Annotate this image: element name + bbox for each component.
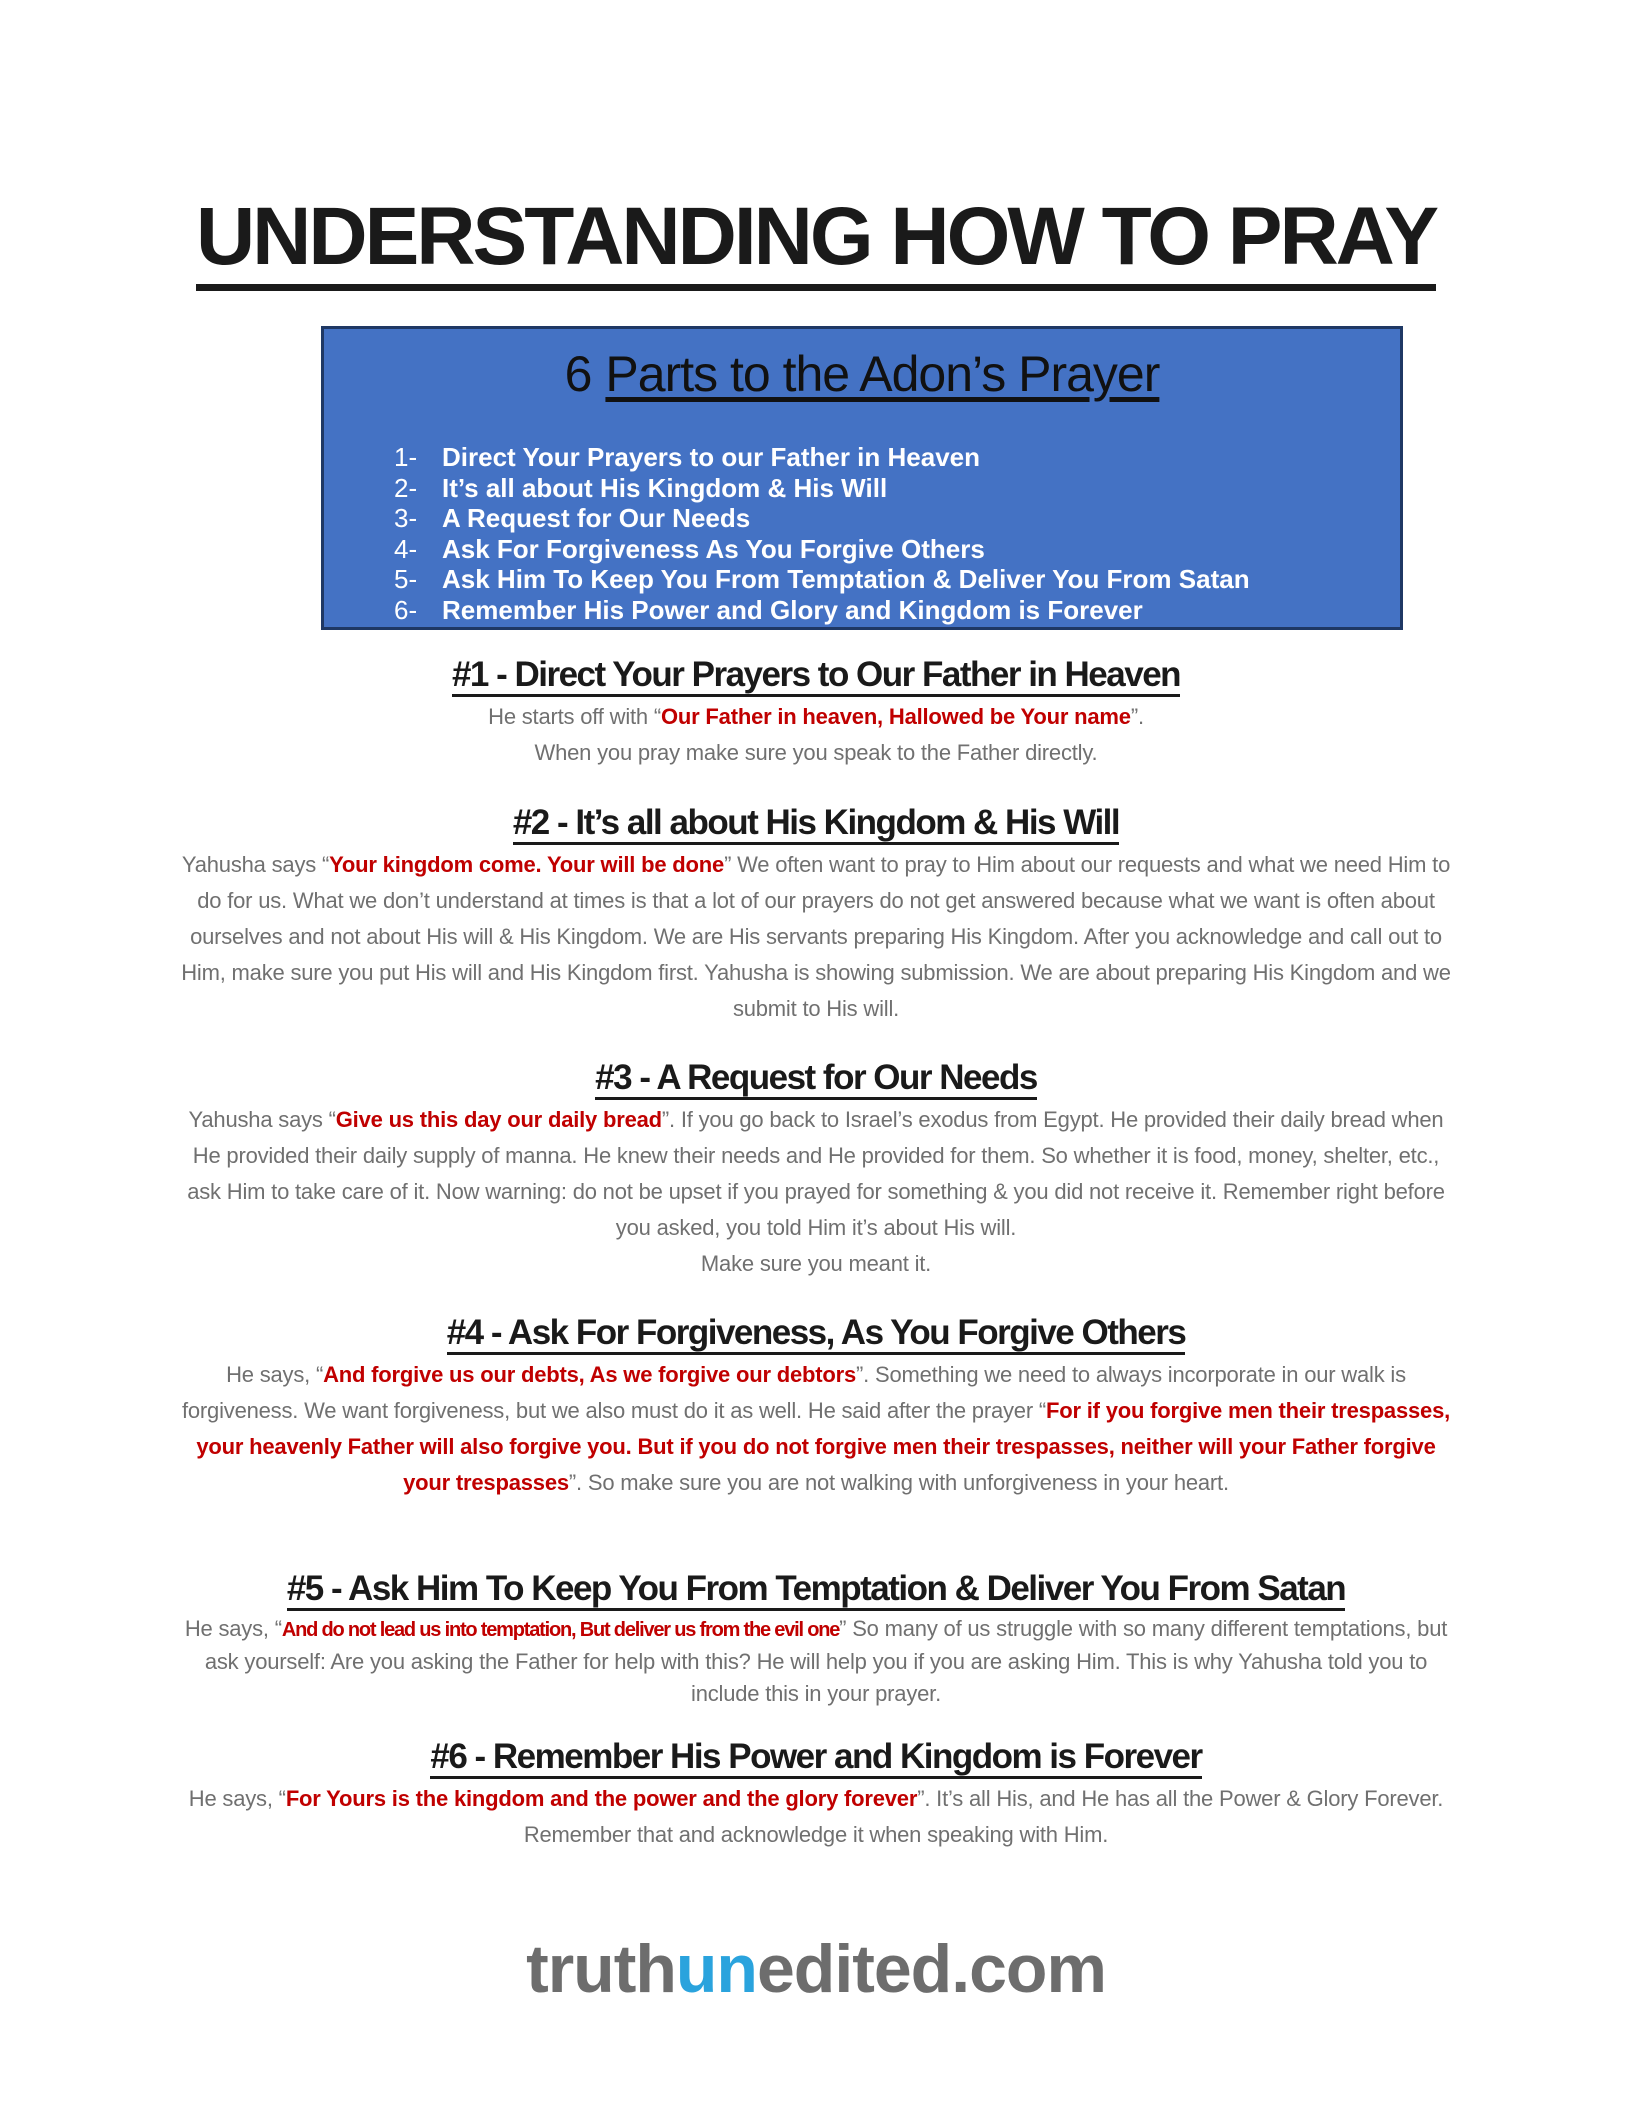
list-item-number: 4- (394, 533, 418, 564)
list-item-number: 6- (394, 594, 418, 625)
list-item (394, 564, 1250, 595)
list-item (394, 442, 1250, 473)
list-item-text: Ask For Forgiveness As You Forgive Others (442, 533, 985, 564)
list-item-number: 1- (394, 442, 418, 472)
parts-summary-box (321, 326, 1403, 630)
list-item (394, 473, 1250, 504)
website-logo: truthunedited.com (526, 1931, 1106, 2007)
section-body: He says, “And forgive us our debts, As we forgive our debtors”. Something we need to always incorporate in our walk is forgiveness. We want forgiveness, but we also must do it as well. He said after the prayer “For if you forgive men their trespasses, your heavenly Father will also forgive you. But if you do not forgive men their trespasses, neither will your Father forgive your trespasses”. So make sure you are not walking with unforgiveness in your heart. (181, 1362, 1451, 1495)
list-item (394, 503, 1250, 534)
list-item-text: It’s all about His Kingdom & His Will (442, 472, 888, 503)
scripture-quote: Our Father in heaven, Hallowed be Your name (661, 704, 1131, 729)
section-heading: #4 - Ask For Forgiveness, As You Forgive Others (180, 1313, 1452, 1353)
list-item (394, 595, 1250, 626)
scripture-quote: And do not lead us into temptation, But deliver us from the evil one (281, 1619, 840, 1641)
section-heading: #1 - Direct Your Prayers to Our Father in Heaven (180, 655, 1452, 695)
section-heading: #6 - Remember His Power and Kingdom is Forever (180, 1737, 1452, 1777)
list-item-text: Remember His Power and Glory and Kingdom is Forever (442, 594, 1143, 625)
section-body: Yahusha says “Give us this day our daily bread”. If you go back to Israel’s exodus from Egypt. He provided their daily bread when He provided their daily supply of manna. He knew their needs and He provided for them. So whether it is food, money, shelter, etc., ask Him to take care of it. Now warning: do not be upset if you prayed for something & you did not receive it. Remember right before you asked, you told Him it’s about His will. Make sure you meant it. (187, 1107, 1445, 1276)
parts-list (394, 442, 1250, 625)
section-4 (180, 1313, 1452, 1501)
section-5 (180, 1569, 1452, 1710)
section-heading: #5 - Ask Him To Keep You From Temptation & Deliver You From Satan (180, 1569, 1452, 1609)
list-item-text: A Request for Our Needs (442, 503, 751, 533)
scripture-quote: Your kingdom come. Your will be done (329, 852, 725, 877)
section-6 (180, 1737, 1452, 1853)
section-heading: #3 - A Request for Our Needs (180, 1058, 1452, 1098)
scripture-quote: Give us this day our daily bread (335, 1107, 662, 1132)
section-2 (180, 803, 1452, 1027)
section-body: He says, “For Yours is the kingdom and the power and the glory forever”. It’s all His, and He has all the Power & Glory Forever. Remember that and acknowledge it when speaking with Him. (188, 1786, 1444, 1847)
scripture-quote: For Yours is the kingdom and the power and the glory forever (285, 1786, 918, 1811)
list-item-number: 3- (394, 503, 418, 533)
list-item-number: 2- (394, 472, 418, 503)
section-3 (180, 1058, 1452, 1282)
parts-title-text: Parts to the Adon’s Prayer (605, 346, 1160, 402)
section-body: Yahusha says “Your kingdom come. Your will be done” We often want to pray to Him about our requests and what we need Him to do for us. What we don’t understand at times is that a lot of our prayers do not get answered because what we want is often about ourselves and not about His will & His Kingdom. We are His servants preparing His Kingdom. After you acknowledge and call out to Him, make sure you put His will and His Kingdom first. Yahusha is showing submission. We are about preparing His Kingdom and we submit to His will. (181, 852, 1451, 1021)
section-body: He starts off with “Our Father in heaven, Hallowed be Your name”. When you pray make sure you speak to the Father directly. (488, 704, 1144, 765)
parts-count: 6 (564, 346, 592, 402)
list-item (394, 534, 1250, 565)
section-body: He says, “And do not lead us into temptation, But deliver us from the evil one” So many of us struggle with so many different temptations, but ask yourself: Are you asking the Father for help with this? He will help you if you are asking Him. This is why Yahusha told you to include this in your prayer. (184, 1616, 1448, 1706)
parts-box-title (324, 345, 1400, 403)
list-item-text: Ask Him To Keep You From Temptation & Deliver You From Satan (442, 564, 1250, 594)
list-item-text: Direct Your Prayers to our Father in Heaven (442, 442, 980, 472)
list-item-number: 5- (394, 564, 418, 594)
page-title: UNDERSTANDING HOW TO PRAY (0, 190, 1632, 284)
scripture-quote: For if you forgive men their trespasses, your heavenly Father will also forgive you. But if you do not forgive men their trespasses, neither will your Father forgive your trespasses (196, 1398, 1451, 1495)
section-1 (180, 655, 1452, 771)
scripture-quote: And forgive us our debts, As we forgive our debtors (323, 1362, 857, 1387)
section-heading: #2 - It’s all about His Kingdom & His Will (180, 803, 1452, 843)
